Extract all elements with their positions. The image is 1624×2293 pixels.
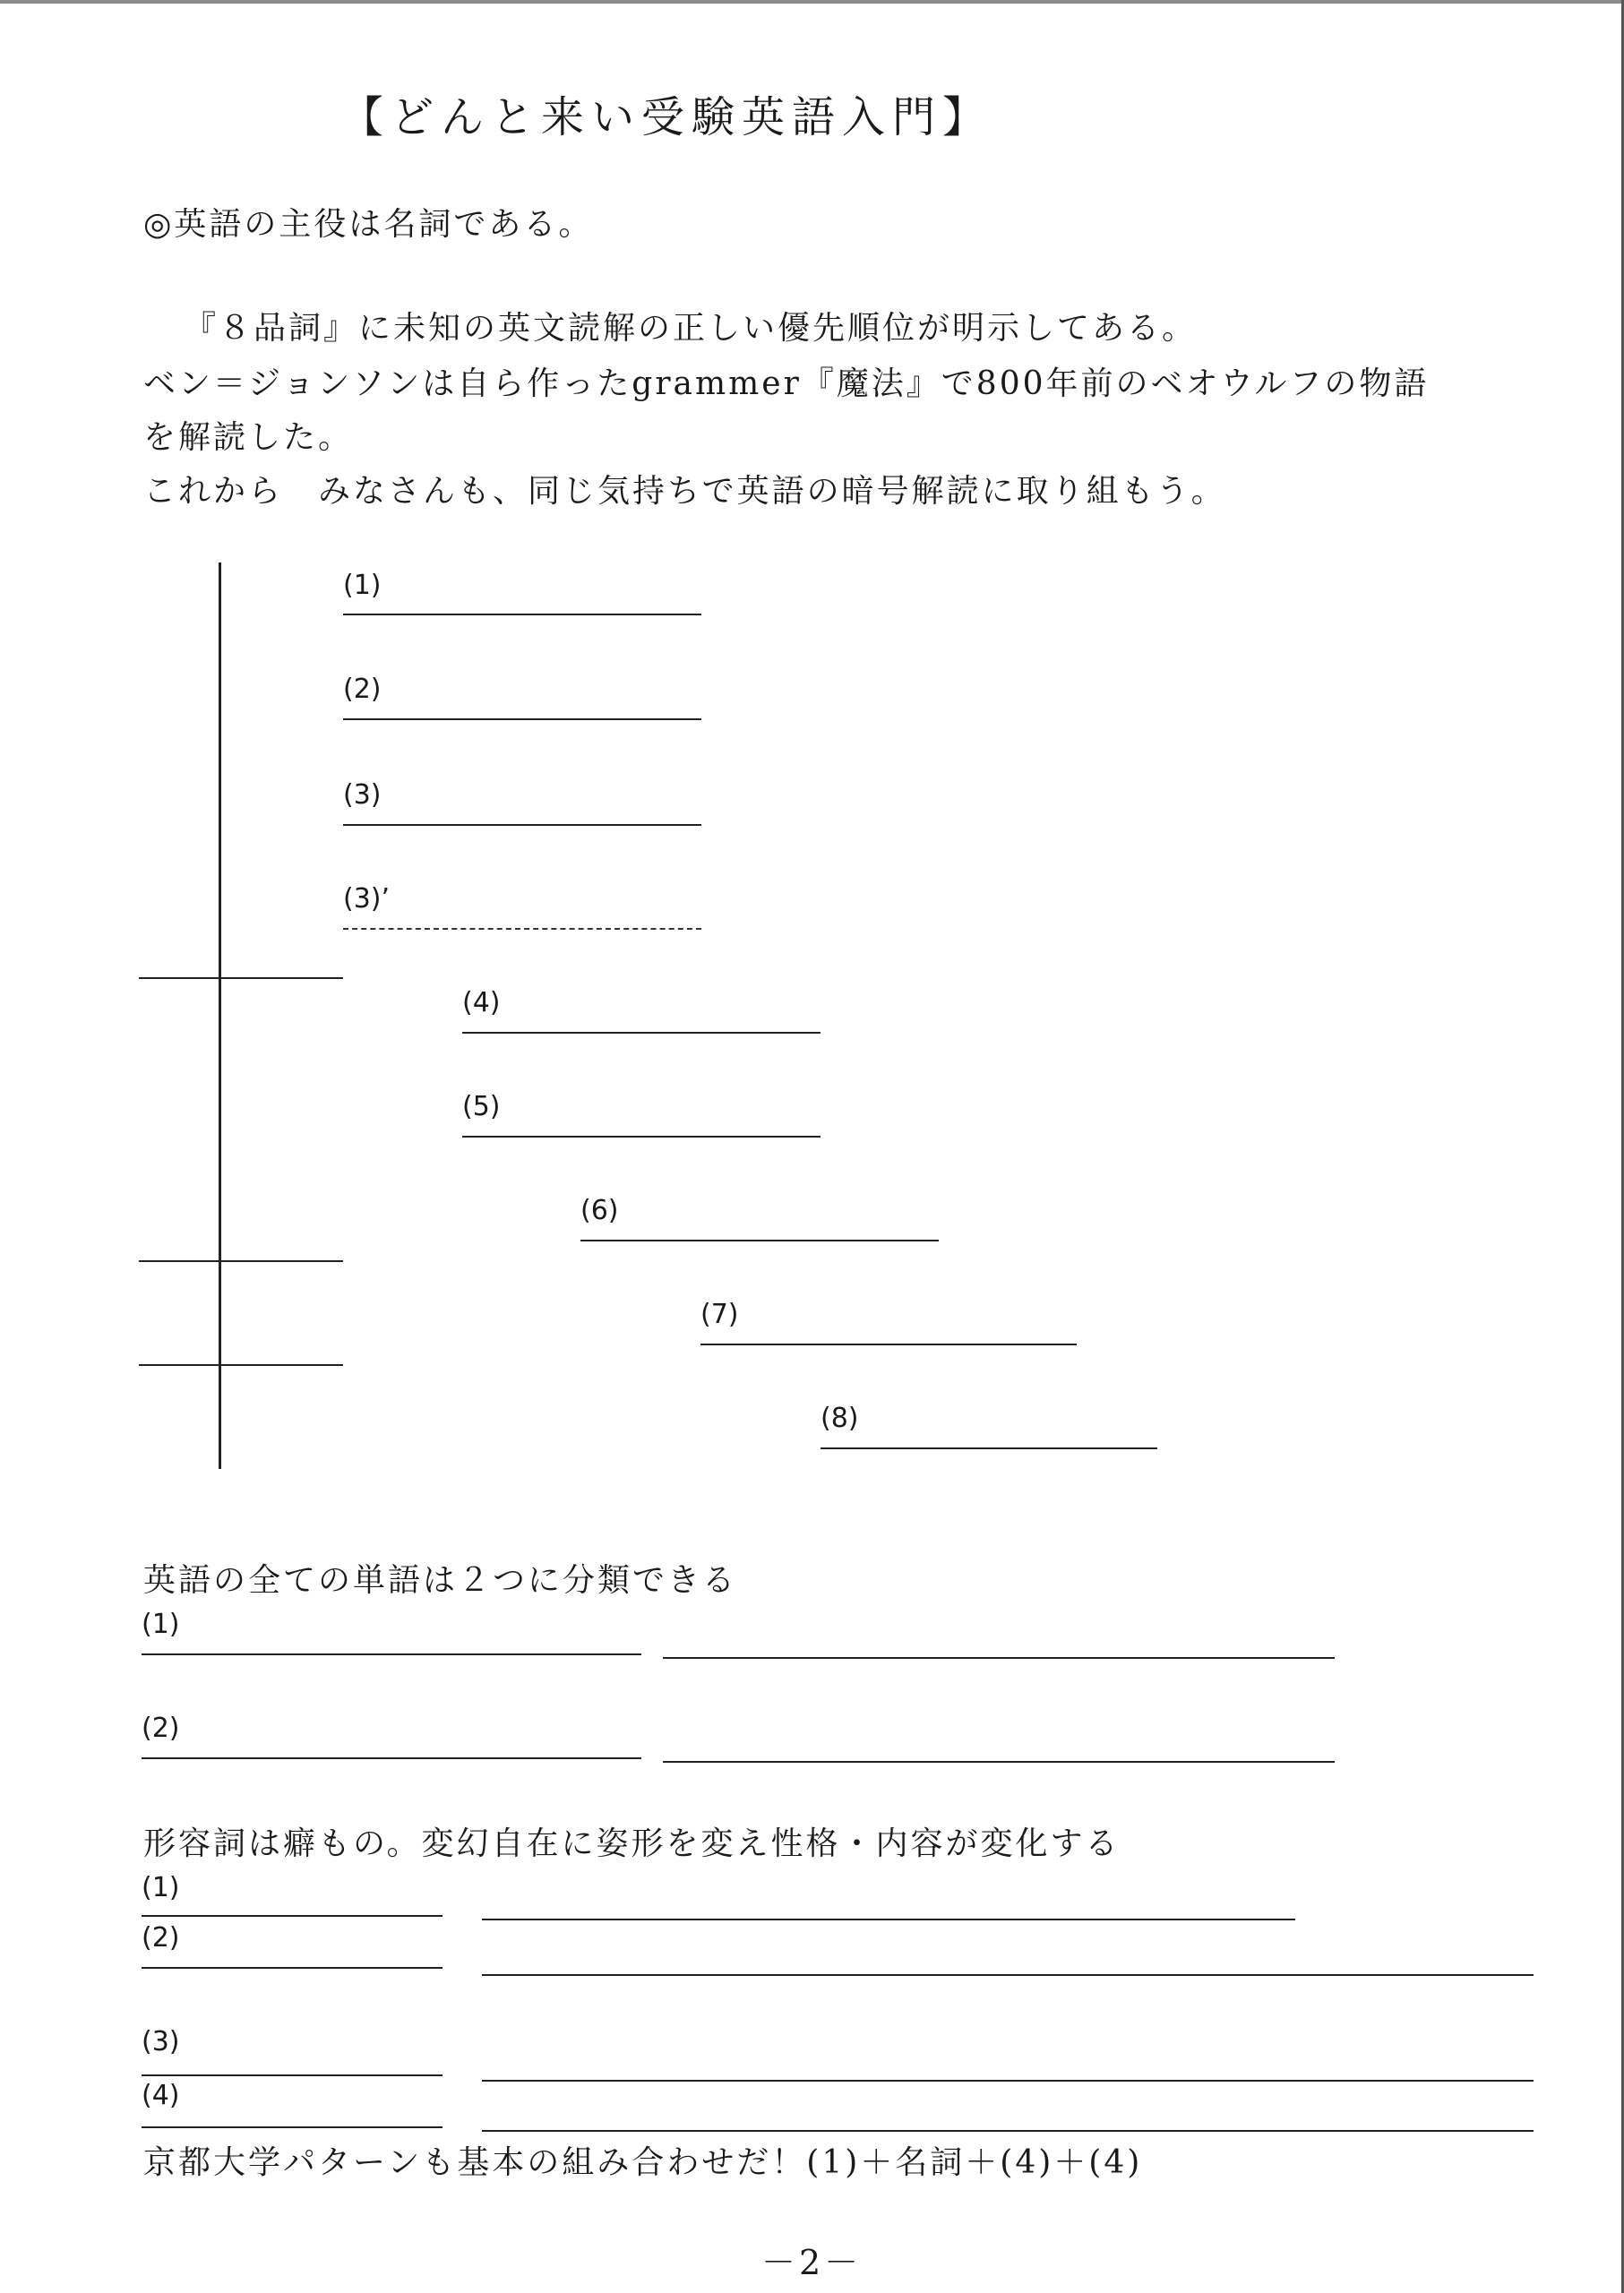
classification-blank-1a[interactable] (142, 1653, 641, 1655)
page-number: －2－ (761, 2243, 863, 2282)
pos-label-1: (1) (343, 570, 382, 601)
adjective-label-4: (4) (142, 2080, 180, 2111)
classification-label-2: (2) (142, 1713, 180, 1744)
intro-line-2: ベン＝ジョンソンは自ら作ったgrammer『魔法』で800年前のベオウルフの物語 (143, 365, 1430, 402)
tree-branch-2 (139, 1260, 343, 1262)
pos-blank-8[interactable] (821, 1447, 1157, 1449)
pos-label-2: (2) (343, 674, 382, 705)
pos-label-3-prime: (3)’ (343, 883, 391, 915)
adjective-heading: 形容詞は癖もの。変幻自在に姿形を変え性格・内容が変化する (143, 1825, 1121, 1862)
pos-label-5: (5) (462, 1091, 501, 1122)
pos-label-6: (6) (580, 1195, 619, 1226)
pos-blank-3-prime[interactable] (343, 928, 701, 930)
pos-label-8: (8) (821, 1403, 859, 1434)
pos-blank-2[interactable] (343, 718, 701, 720)
adjective-blank-3a[interactable] (142, 2074, 443, 2076)
classification-label-1: (1) (142, 1609, 180, 1640)
pos-blank-1[interactable] (343, 614, 701, 615)
adjective-blank-1b[interactable] (482, 1919, 1295, 1920)
adjective-label-3: (3) (142, 2026, 180, 2057)
pos-label-4: (4) (462, 987, 501, 1018)
pos-blank-7[interactable] (700, 1344, 1077, 1345)
pos-blank-5[interactable] (462, 1136, 821, 1138)
intro-line-1: 『８品詞』に未知の英文読解の正しい優先順位が明示してある。 (184, 310, 1198, 347)
intro-line-3: を解読した。 (143, 419, 354, 456)
pos-blank-4[interactable] (462, 1032, 821, 1034)
adjective-blank-2b[interactable] (482, 1974, 1534, 1976)
classification-heading: 英語の全ての単語は２つに分類できる (143, 1562, 738, 1599)
kyoto-pattern-text: 京都大学パターンも基本の組み合わせだ！(1)＋名詞＋(4)＋(4) (143, 2144, 1143, 2181)
adjective-blank-4a[interactable] (142, 2126, 443, 2128)
classification-blank-1b[interactable] (663, 1657, 1335, 1659)
page-title: 【どんと来い受験英語入門】 (340, 92, 993, 142)
pos-blank-3[interactable] (343, 824, 701, 826)
adjective-blank-3b[interactable] (482, 2080, 1534, 2082)
scan-top-edge (0, 0, 1624, 4)
classification-blank-2b[interactable] (663, 1761, 1335, 1763)
adjective-blank-2a[interactable] (142, 1967, 443, 1969)
tree-branch-1 (139, 977, 343, 979)
tree-trunk-line (219, 563, 221, 1469)
classification-blank-2a[interactable] (142, 1757, 641, 1759)
adjective-label-1: (1) (142, 1872, 180, 1903)
adjective-blank-1a[interactable] (142, 1915, 443, 1917)
adjective-blank-4b[interactable] (482, 2130, 1534, 2132)
adjective-label-2: (2) (142, 1922, 180, 1954)
tree-branch-3 (139, 1364, 343, 1366)
pos-label-7: (7) (700, 1299, 739, 1330)
main-heading: ◎英語の主役は名詞である。 (143, 206, 594, 243)
pos-label-3: (3) (343, 779, 382, 811)
pos-blank-6[interactable] (580, 1240, 939, 1241)
intro-line-4: これから みなさんも、同じ気持ちで英語の暗号解読に取り組もう。 (143, 473, 1226, 510)
